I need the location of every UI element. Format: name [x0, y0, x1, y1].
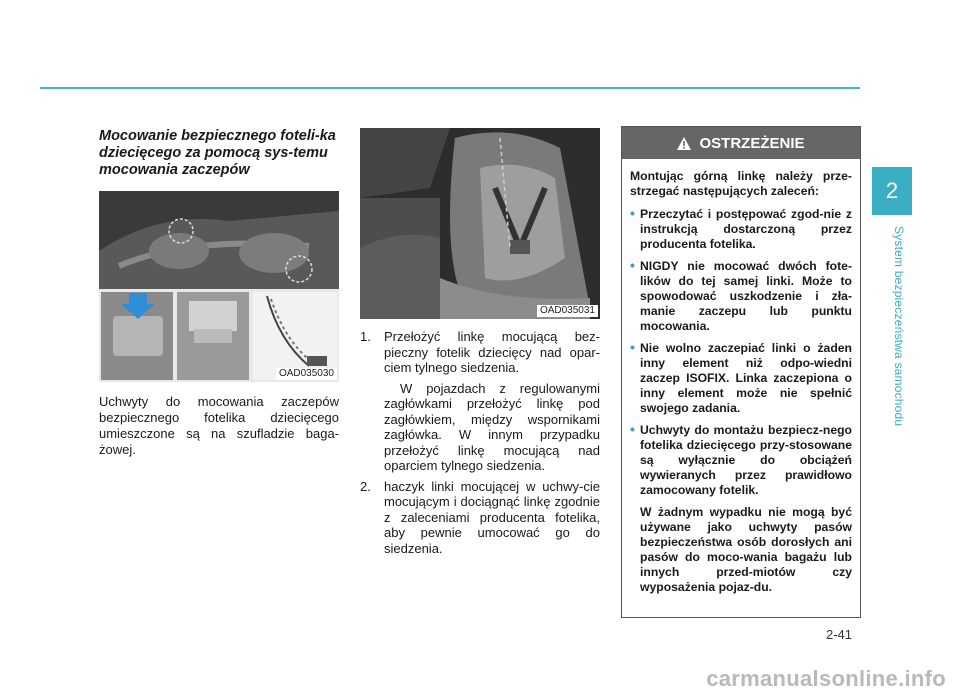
page-number: 2-41: [826, 627, 853, 642]
bullet-dot-icon: •: [630, 205, 635, 221]
warning-bullet: • NIGDY nie mocować dwóch fote-lików do tej samej linki. Może to spowodować uszkodzenie i zła-manie zaczepu lub punktu mocowania.: [630, 257, 852, 333]
child-seat-illustration: [360, 128, 600, 319]
warning-extra: W żadnym wypadku nie mogą być używane jako uchwyty pasów bezpieczeństwa osób dorosłych ani pasów do moco-wania bagażu lub innych przed-miotów czy wyposażenia pojaz-du.: [640, 505, 852, 594]
installation-steps: [360, 329, 600, 556]
warning-bullet: • Uchwyty do montażu bezpiecz-nego fotelika dziecięcego przy-stosowane są wyłącznie do obciążeń wywieranych przez prawidłowo zamocowany fotelik.: [630, 421, 852, 497]
watermark: carmanualsonline.info: [706, 666, 946, 691]
child-seat-figure: [360, 128, 600, 319]
warning-title: OSTRZEŻENIE: [699, 134, 805, 152]
left-column: [99, 128, 339, 458]
chapter-title: System bezpieczeństwa samochodu: [892, 226, 906, 427]
warning-intro: Montując górną linkę należy prze-strzegać następujących zaleceń:: [630, 169, 852, 198]
warning-bullet: • Przeczytać i postępować zgod-nie z instrukcją dostarczoną przez producenta fotelika.: [630, 205, 852, 251]
bullet-dot-icon: •: [630, 421, 635, 437]
warning-body: [622, 159, 860, 595]
anchor-description: Uchwyty do mocowania zaczepów bezpiecznego fotelika dziecięcego umieszczone są na szufladzie baga-żowej.: [99, 394, 339, 457]
bullet-dot-icon: •: [630, 339, 635, 355]
step-note: W pojazdach z regulowanymi zagłówkami przełożyć linkę pod zagłówkiem, między wspornikami zagłówka. W innym przypadku przełożyć linkę mocującą nad oparciem tylnego siedzenia.: [384, 380, 600, 473]
figure-code: OAD035031: [537, 305, 598, 317]
warning-header: [622, 127, 860, 159]
warning-triangle-icon: [677, 137, 691, 150]
step-text: Przełożyć linkę mocującą bez-pieczny fotelik dziecięcy nad opar-ciem tylnego siedzenia.: [384, 329, 600, 375]
step-number: 2.: [360, 478, 371, 494]
step-item: [360, 329, 600, 474]
bullet-dot-icon: •: [630, 257, 635, 273]
figure-code: OAD035030: [276, 368, 337, 380]
section-heading: Mocowanie bezpiecznego foteli-ka dziecięcego za pomocą sys-temu mocowania zaczepów: [99, 128, 336, 178]
step-number: 1.: [360, 329, 371, 344]
top-rule: [40, 87, 860, 89]
trunk-anchor-illustration: [99, 191, 339, 382]
warning-bullet: • Nie wolno zaczepiać linki o żaden inny element niż odpo-wiedni zaczep ISOFIX. Linka zaczepiona o inny element może nie spełnić swojego zadania.: [630, 339, 852, 415]
middle-column: [360, 128, 600, 561]
step-text: haczyk linki mocującej w uchwy-cie mocującym i dociągnąć linkę zgodnie z zaleceniami producenta fotelika, aby pewnie umocować go do siedzenia.: [384, 478, 600, 556]
step-item: [360, 479, 600, 557]
chapter-tab: 2: [872, 167, 912, 215]
anchor-figure: [99, 191, 339, 382]
warning-box: [621, 126, 861, 618]
